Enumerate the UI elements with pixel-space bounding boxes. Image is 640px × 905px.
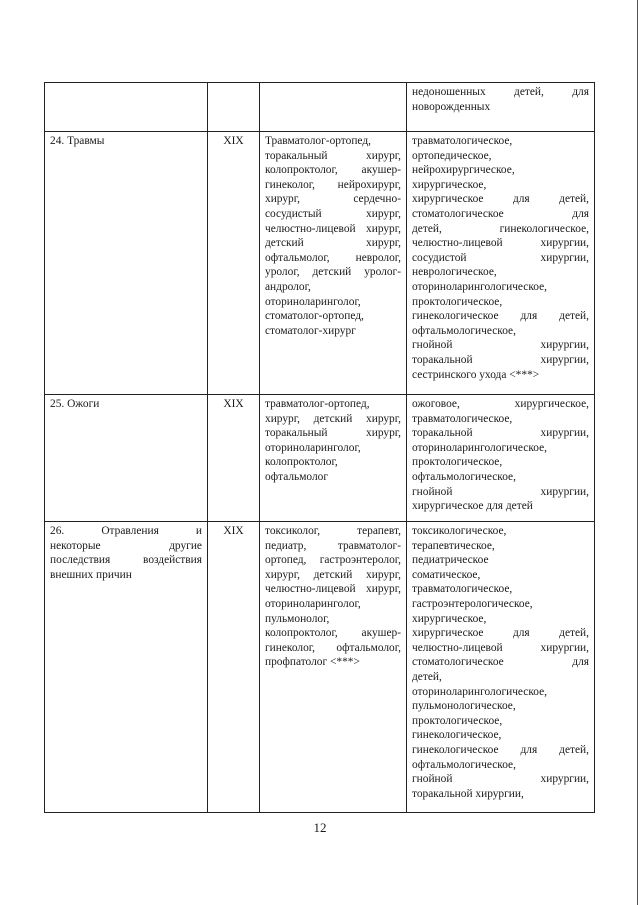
- text-line: профпатолог <***>: [265, 656, 360, 669]
- text-line: торакальной хирургии,: [412, 353, 589, 366]
- text-line: ортопед, гастроэнтеролог,: [265, 554, 401, 567]
- text-line: торакальной хирургии,: [412, 427, 589, 440]
- text-line: офтальмолог: [265, 470, 329, 483]
- text-line: колопроктолог, акушер-: [265, 627, 401, 640]
- text-line: ожоговое, хирургическое,: [412, 398, 589, 410]
- text-line: хирургическое для детей,: [412, 627, 589, 640]
- text-line: последствия воздействия: [50, 554, 202, 567]
- text-line: гинеколог, офтальмолог,: [265, 641, 401, 654]
- text-line: неврологическое,: [412, 266, 497, 279]
- text-line: торакальный хирург,: [265, 149, 401, 162]
- text-line: торакальной хирургии,: [412, 787, 524, 800]
- text-line: некоторые другие: [50, 539, 202, 552]
- text-line: сосудистый хирург,: [265, 207, 401, 220]
- text-line: оториноларинголог,: [265, 441, 361, 454]
- text-line: детей,: [412, 670, 442, 683]
- text-line: офтальмологическое,: [412, 324, 516, 337]
- text-line: педиатрическое: [412, 554, 489, 567]
- text-line: гинекологическое для детей,: [412, 743, 589, 756]
- table-row: [45, 522, 595, 813]
- cell-specialists: [260, 132, 407, 395]
- text-line: гинеколог, нейрохирург,: [265, 178, 401, 191]
- text-line: гнойной хирургии,: [412, 485, 589, 498]
- text-line: хирург, сердечно-: [265, 193, 401, 206]
- cell-specialists: [260, 522, 407, 813]
- text-line: оториноларингологическое,: [412, 280, 548, 293]
- table-body: [45, 83, 595, 813]
- text-line: 24. Травмы: [50, 135, 105, 147]
- text-line: оториноларингологическое,: [412, 441, 548, 454]
- text-line: травматолог-ортопед,: [265, 398, 370, 410]
- page-number: 12: [313, 820, 327, 835]
- text-line: стоматологическое для: [412, 207, 589, 220]
- text-line: торакальный хирург,: [265, 427, 401, 440]
- text-line: детский хирург,: [265, 237, 401, 250]
- text-line: хирург, детский хирург,: [265, 412, 401, 425]
- text-line: челюстно-лицевой хирург,: [265, 222, 401, 235]
- cell-category: [45, 132, 208, 395]
- text-line: челюстно-лицевой хирургии,: [412, 641, 589, 654]
- text-line: хирург, детский хирург,: [265, 568, 401, 581]
- medical-profiles-table: [44, 82, 595, 813]
- text-line: офтальмологическое,: [412, 758, 516, 771]
- text-line: Травматолог-ортопед,: [265, 135, 371, 147]
- cell-bed-profiles: [407, 522, 595, 813]
- text-line: проктологическое,: [412, 295, 503, 308]
- text-line: внешних причин: [50, 568, 132, 581]
- cell-category: [45, 522, 208, 813]
- text-line: нейрохирургическое,: [412, 164, 515, 177]
- text-line: стоматолог-ортопед,: [265, 310, 364, 323]
- text-line: пульмонологическое,: [412, 700, 516, 713]
- text-line: сосудистой хирургии,: [412, 251, 589, 264]
- text-line: гнойной хирургии,: [412, 773, 589, 786]
- cell-class-code: XIX: [208, 522, 260, 813]
- text-line: стоматолог-хирург: [265, 324, 356, 337]
- text-line: токсикологическое,: [412, 525, 507, 537]
- text-line: 25. Ожоги: [50, 398, 100, 410]
- text-line: офтальмолог, невролог,: [265, 251, 401, 264]
- table-row: [45, 395, 595, 522]
- text-line: токсиколог, терапевт,: [265, 525, 401, 537]
- text-line: челюстно-лицевой хирургии,: [412, 237, 589, 250]
- text-line: проктологическое,: [412, 456, 503, 469]
- text-line: гинекологическое для детей,: [412, 310, 589, 323]
- text-line: травматологическое,: [412, 583, 513, 596]
- text-line: колопроктолог,: [265, 456, 338, 469]
- cell-class-code: [208, 83, 260, 132]
- text-line: ортопедическое,: [412, 149, 492, 162]
- text-line: оториноларинголог,: [265, 295, 361, 308]
- text-line: хирургическое для детей: [412, 500, 533, 513]
- text-line: сестринского ухода <***>: [412, 368, 540, 381]
- table-row: [45, 83, 595, 132]
- cell-class-code: XIX: [208, 395, 260, 522]
- text-line: пульмонолог,: [265, 612, 330, 625]
- text-line: проктологическое,: [412, 714, 503, 727]
- text-line: детей, гинекологическое,: [412, 222, 589, 235]
- text-line: офтальмологическое,: [412, 470, 516, 483]
- text-line: уролог, детский уролог-: [265, 266, 401, 279]
- text-line: хирургическое для детей,: [412, 193, 589, 206]
- text-line: оториноларингологическое,: [412, 685, 548, 698]
- text-line: соматическое,: [412, 568, 481, 581]
- text-line: андролог,: [265, 280, 311, 293]
- cell-category: [45, 83, 208, 132]
- text-line: гинекологическое,: [412, 729, 502, 742]
- text-line: стоматологическое для: [412, 656, 589, 669]
- text-line: новорожденных: [412, 100, 491, 113]
- table-row: [45, 132, 595, 395]
- text-line: челюстно-лицевой хирург,: [265, 583, 401, 596]
- cell-category: [45, 395, 208, 522]
- text-line: 26. Отравления и: [50, 525, 202, 537]
- cell-specialists: [260, 395, 407, 522]
- text-line: травматологическое,: [412, 412, 513, 425]
- text-line: терапевтическое,: [412, 539, 495, 552]
- text-line: колопроктолог, акушер-: [265, 164, 401, 177]
- text-line: недоношенных детей, для: [412, 86, 589, 98]
- cell-bed-profiles: [407, 83, 595, 132]
- text-line: травматологическое,: [412, 135, 513, 147]
- cell-bed-profiles: [407, 395, 595, 522]
- cell-class-code: XIX: [208, 132, 260, 395]
- text-line: хирургическое,: [412, 612, 487, 625]
- text-line: оториноларинголог,: [265, 597, 361, 610]
- text-line: гнойной хирургии,: [412, 339, 589, 352]
- text-line: хирургическое,: [412, 178, 487, 191]
- text-line: гастроэнтерологическое,: [412, 597, 533, 610]
- text-line: педиатр, травматолог-: [265, 539, 401, 552]
- cell-bed-profiles: [407, 132, 595, 395]
- page-edge-shadow: [637, 0, 638, 905]
- cell-specialists: [260, 83, 407, 132]
